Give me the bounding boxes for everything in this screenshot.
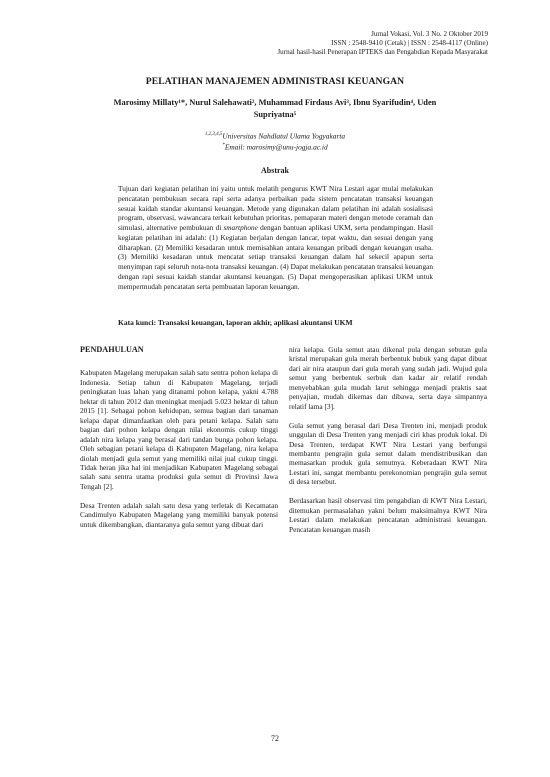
affiliation-name: Universitas Nahdlatul Ulama Yogyakarta bbox=[222, 131, 346, 141]
left-paragraph-1: Kabupaten Magelang merupakan salah satu sentra pohon kelapa di Indonesia. Setiap tahun di Kabupaten Magelang, terjadi peningkatan luas lahan yang ditanami pohon kelapa, yakni 4.788 hektar di tahun 2012 dan meningkat menjadi 5.023 hektar di tahun 2015 [1]. Sebagai pohon kehidupan, semua bagian dari tanaman kelapa dapat dimanfaatkan oleh para petani kelapa. Salah satu bagian dari pohon kelapa dengan nilai ekonomis cukup tinggi adalah nira kelapa yang berasal dari tandan bunga pohon kelapa. Oleh sebagian petani kelapa di Kabupaten Magelang, nira kelapa diolah menjadi gula semut yang memiliki nilai jual cukup tinggi. Tidak heran jika hal ini menjadikan Kabupaten Magelang sebagai salah satu sentra utama produksi gula semut di Provinsi Jawa Tengah [2]. bbox=[80, 368, 278, 491]
email-address: Email: marosimy@unu-jogja.ac.id bbox=[224, 142, 328, 152]
abstract-part-1: Tujuan dari kegiatan pelatihan ini yaitu untuk melatih pengurus KWT Nira Lestari agar mulai melakukan pencatatan pembukuan secara rapi serta adanya perbaikan pada sistem pencatatan transaksi keuangan sesuai kaidah standar akuntansi keuangan. Metode yang digunakan dalam pelatihan ini adalah sosialisasi program, observasi, wawancara terkait kebutuhan prioritas, pemaparan materi dengan metode ceramah dan simulasi, alternative pembukuan di bbox=[118, 184, 433, 232]
keywords: Kata kunci: Transaksi keuangan, laporan akhir, aplikasi akuntansi UKM bbox=[118, 318, 353, 327]
left-paragraph-2: Desa Trenten adalah salah satu desa yang terletak di Kecamatan Candimulyo Kabupaten Magelang yang memiliki banyak potensi untuk dikembangkan, diantaranya gula semut yang dibuat dari bbox=[80, 500, 278, 529]
author-list bbox=[70, 97, 480, 120]
email-superscript: * bbox=[222, 142, 225, 148]
journal-subtitle: Jurnal hasil-hasil Penerapan IPTEKS dan Pengabdian Kepada Masyarakat bbox=[277, 48, 488, 57]
right-column bbox=[289, 345, 487, 544]
right-paragraph-3: Berdasarkan hasil observasi tim pengabdian di KWT Nira Lestari, ditemukan permasalahan yakni belum maksimalnya KWT Nira Lestari dalam melakukan pencatatan administrasi keuangan. Pencatatan keuangan masih bbox=[289, 496, 487, 534]
section-heading: PENDAHULUAN bbox=[80, 345, 144, 354]
affiliation bbox=[80, 130, 470, 151]
affiliation-line bbox=[80, 130, 470, 141]
authors-line-2: Supriyatna⁵ bbox=[253, 109, 297, 119]
left-column bbox=[80, 345, 278, 539]
affiliation-superscript: 1,2,3,4,5 bbox=[204, 132, 223, 137]
abstract-text bbox=[118, 184, 433, 291]
journal-volume: Jurnal Vokasi, Vol. 3 No. 2 Oktober 2019 bbox=[371, 30, 488, 38]
abstract-heading: Abstrak bbox=[260, 166, 289, 175]
abstract-italic-term: smartphone bbox=[223, 223, 258, 232]
authors-line-1: Marosimy Millaty¹*, Nurul Salehawati², Muhammad Firdaus Avi³, Ibnu Syarifudin⁴, Uden bbox=[113, 98, 437, 107]
journal-issn: ISSN : 2548-9410 (Cetak) | ISSN : 2548-4117 (Online) bbox=[331, 39, 488, 48]
abstract-part-2: dengan bantuan aplikasi UKM, serta pendampingan. Hasil kegiatan pelatihan ini adalah: (1) Kegiatan berjalan dengan lancar, tepat waktu, dan sesuai dengan yang diharapkan. (2) Memiliki kesadaran untuk memisahkan antara keuangan pribadi dengan keuangan usaha. (3) Memiliki kesadaran untuk mencatat setiap transaksi keuangan dalam hal sekecil apapun serta menyimpan rapi seluruh nota-nota transaksi keuangan. (4) Dapat melakukan pencatatan transaksi keuangan dengan rapi sesuai kaidah standar akuntansi keuangan. (5) Dapat mengoperasikan aplikasi UKM untuk mempermudah pencatatan serta pembuatan laporan keuangan. bbox=[118, 223, 433, 291]
journal-header bbox=[277, 30, 488, 58]
email-line bbox=[80, 141, 470, 152]
paper-title: PELATIHAN MANAJEMEN ADMINISTRASI KEUANGAN bbox=[145, 76, 405, 87]
right-paragraph-2: Gula semut yang berasal dari Desa Trenten ini, menjadi produk unggulan di Desa Trenten yang menjadi ciri khas produk lokal. Di Desa Trenten, terdapat KWT Nira Lestari yang berfungsi membantu pengrajin gula semut dalam mendistribusikan dan memasarkan produk gula semutnya. Keberadaan KWT Nira Lestari ini, sangat membantu perekonomian pengrajin gula semut di desa tersebut. bbox=[289, 420, 487, 487]
page-number: 72 bbox=[271, 734, 279, 743]
right-paragraph-1: nira kelapa. Gula semut atau dikenal pula dengan sebutan gula kristal merupakan gula merah berbentuk bubuk yang dapat dibuat dari air nira ataupun dari gula merah yang sudah jadi. Wujud gula semut yang berbentuk serbuk dan kadar air relatif rendah menyebabkan gula mudah larut sehingga menjadi praktis saat penyajian, mudah dikemas dan dibawa, serta daya simpannya relatif lama [3]. bbox=[289, 345, 487, 411]
